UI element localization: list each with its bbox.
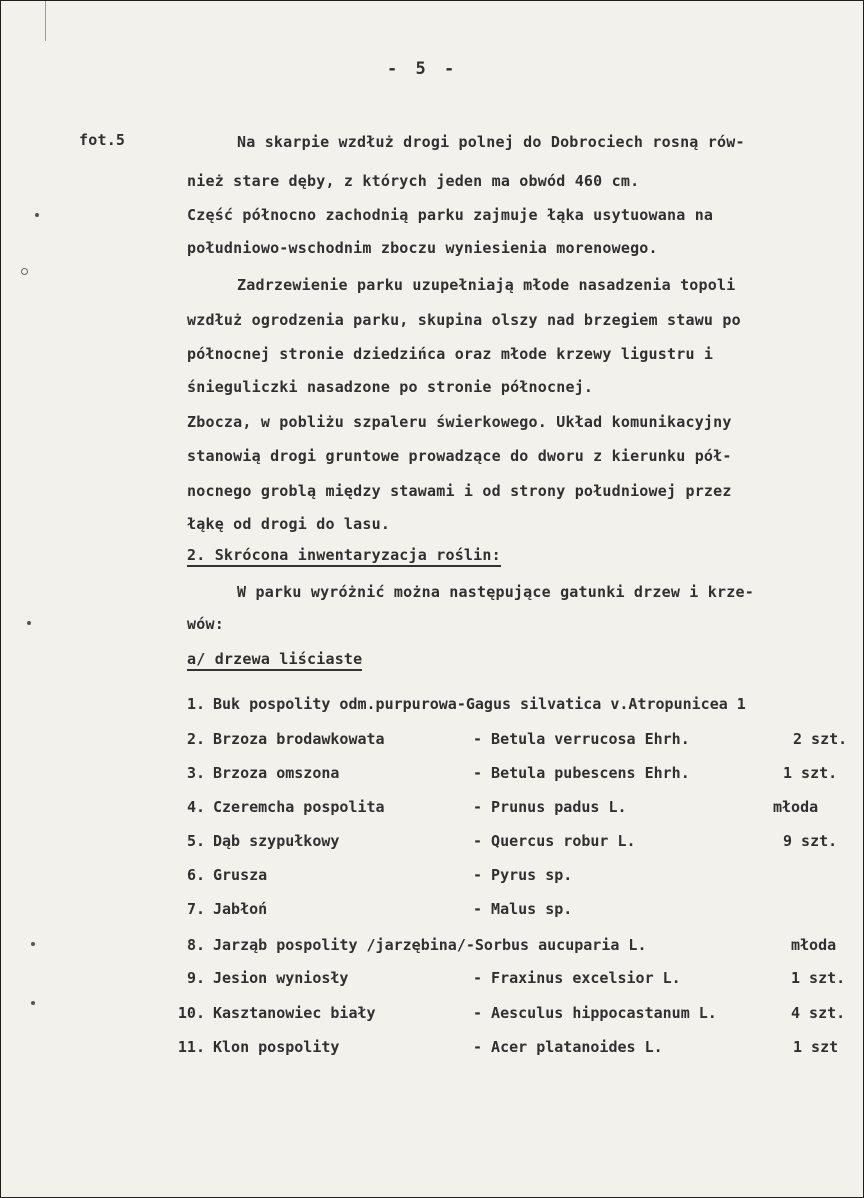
text-line: wzdłuż ogrodzenia parku, skupina olszy nad brzegiem stawu po bbox=[187, 311, 741, 329]
margin-ring bbox=[21, 268, 28, 275]
document-page: - 5 - fot.5 Na skarpie wzdłuż drogi polnej do Dobrociech rosną rów- nież stare dęby, z których jeden ma obwód 460 cm. Część północno zachodnią parku zajmuje łąka usytuowana na południowo-wschodnim zboczu wyniesienia morenowego. Zadrzewienie parku uzupełniają młode nasadzenia topoli wzdłuż ogrodzenia parku, skupina olszy nad brzegiem stawu po północnej stronie dziedzińca oraz młode krzewy ligustru i śnieguliczki nasadzone po stronie północnej. Zbocza, w pobliżu szpaleru świerkowego. Układ komunikacyjny stanowią drogi gruntowe prowadzące do dworu z kierunku pół- nocnego groblą między stawami i od strony południowej przez łąkę od drogi do lasu. 2. Skrócona inwentaryzacja roślin: W parku wyróżnić można następujące gatunki drzew i krze- wów: a/ drzewa liściaste 1. Buk pospolity odm.purpurowa-Gagus silvatica v.Atropunicea 1 2. Brzoza brodawkowata - Betula verrucosa Ehrh. 2 szt. 3. Brzoza omszona - Betula pubescens Ehrh. 1 szt. 4. Czeremcha pospolita - Prunus padus L. młoda 5. Dąb szypułkowy - Quercus robur L. 9 szt. 6. Grusza - Pyrus sp. 7. Jabłoń - Malus sp. 8. Jarząb pospolity /jarzębina/-Sorbus aucuparia L. młoda 9. Jesion wyniosły - Fraxinus excelsior L. 1 szt. 10. Kasztanowiec biały - Aesculus hippocastanum L. 4 szt. 11. Klon pospolity - Acer platanoides L. 1 szt bbox=[0, 0, 864, 1198]
margin-scratch bbox=[45, 1, 46, 41]
text-line: Zadrzewienie parku uzupełniają młode nasadzenia topoli bbox=[237, 276, 736, 294]
text-line: Zbocza, w pobliżu szpaleru świerkowego. Układ komunikacyjny bbox=[187, 413, 732, 431]
margin-dot bbox=[27, 621, 31, 625]
text-line: łąkę od drogi do lasu. bbox=[187, 515, 391, 533]
margin-dot bbox=[35, 213, 39, 217]
text-line: Część północno zachodnią parku zajmuje łąka usytuowana na bbox=[187, 206, 714, 224]
text-line: nocnego groblą między stawami i od strony południowej przez bbox=[187, 482, 732, 500]
margin-dot bbox=[31, 1001, 35, 1005]
text-line: W parku wyróżnić można następujące gatunki drzew i krze- bbox=[237, 583, 754, 601]
text-line: wów: bbox=[187, 615, 224, 633]
text-line: stanowią drogi gruntowe prowadzące do dworu z kierunku pół- bbox=[187, 447, 732, 465]
text-line: Na skarpie wzdłuż drogi polnej do Dobrociech rosną rów- bbox=[237, 133, 745, 151]
margin-dot bbox=[31, 942, 35, 946]
section-heading: 2. Skrócona inwentaryzacja roślin: bbox=[187, 546, 501, 567]
margin-note: fot.5 bbox=[79, 131, 126, 149]
text-line: południowo-wschodnim zboczu wyniesienia morenowego. bbox=[187, 239, 658, 257]
subheading: a/ drzewa liściaste bbox=[187, 650, 362, 671]
text-line: północnej stronie dziedzińca oraz młode krzewy ligustru i bbox=[187, 345, 714, 363]
text-line: śnieguliczki nasadzone po stronie północnej. bbox=[187, 378, 594, 396]
text-line: nież stare dęby, z których jeden ma obwód 460 cm. bbox=[187, 172, 640, 190]
page-number: - 5 - bbox=[387, 59, 459, 79]
